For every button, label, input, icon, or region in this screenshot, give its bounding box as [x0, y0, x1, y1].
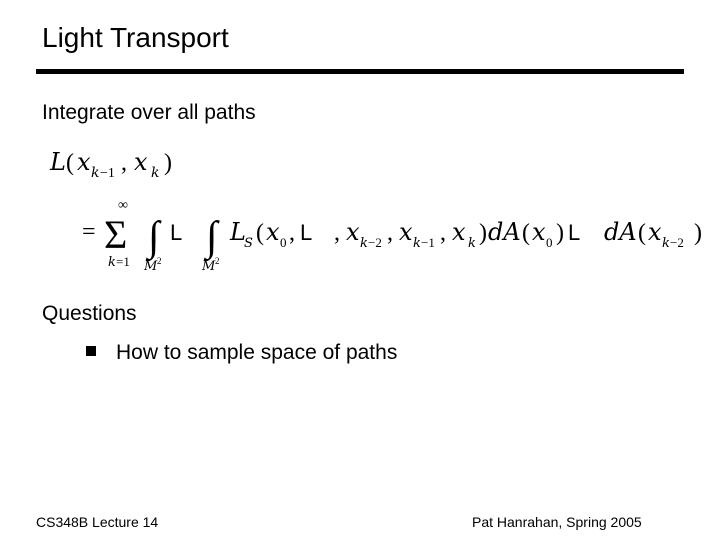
svg-text:0: 0	[546, 235, 553, 250]
svg-text:x: x	[399, 218, 413, 246]
svg-text:k: k	[91, 165, 100, 181]
svg-text:x: x	[77, 148, 91, 176]
questions-heading: Questions	[42, 302, 137, 325]
footer-author: Pat Hanrahan, Spring 2005	[472, 514, 642, 530]
svg-text:x: x	[346, 218, 360, 246]
svg-text:): )	[694, 220, 702, 246]
svg-text:M: M	[202, 259, 216, 274]
svg-text:k: k	[468, 236, 476, 251]
svg-text:2: 2	[157, 256, 162, 266]
svg-text:=: =	[82, 219, 96, 245]
svg-text:dA: dA	[488, 218, 521, 246]
svg-text:,: ,	[121, 150, 127, 176]
svg-text:k: k	[360, 236, 368, 251]
svg-text:−2: −2	[368, 235, 382, 250]
svg-text:x: x	[134, 148, 148, 176]
svg-text:L: L	[50, 148, 66, 176]
svg-text:(: (	[256, 220, 264, 246]
svg-text:L: L	[230, 218, 246, 246]
svg-text:0: 0	[280, 235, 287, 250]
svg-text:−1: −1	[100, 166, 115, 181]
svg-text:M: M	[144, 259, 158, 274]
footer-course: CS348B Lecture 14	[36, 514, 159, 530]
subheading: Integrate over all paths	[42, 101, 256, 124]
svg-text:k: k	[413, 236, 421, 251]
svg-text:,: ,	[289, 220, 295, 246]
svg-text:2: 2	[215, 256, 220, 266]
svg-text:,: ,	[334, 220, 340, 246]
svg-text:k: k	[151, 165, 160, 181]
svg-text:x: x	[452, 218, 466, 246]
bullet-item: How to sample space of paths	[116, 341, 398, 364]
svg-text:): )	[556, 220, 564, 246]
svg-text:): )	[164, 150, 172, 176]
svg-text:Σ: Σ	[104, 212, 128, 257]
svg-text:,: ,	[440, 220, 446, 246]
svg-text:∫: ∫	[148, 214, 160, 260]
svg-text:∞: ∞	[118, 198, 128, 213]
svg-text:S: S	[244, 236, 253, 251]
svg-text:−2: −2	[670, 235, 684, 250]
bullet-marker	[86, 346, 96, 356]
svg-text:−1: −1	[421, 235, 435, 250]
svg-text:(: (	[522, 220, 530, 246]
equation-lhs	[49, 148, 172, 181]
svg-text:k: k	[662, 236, 670, 251]
svg-text:x: x	[648, 218, 662, 246]
svg-text:): )	[479, 220, 487, 246]
svg-text:∫: ∫	[206, 214, 218, 260]
svg-text:L: L	[300, 220, 313, 245]
svg-text:(: (	[638, 220, 646, 246]
slide-title: Light Transport	[42, 22, 229, 53]
svg-text:(: (	[66, 150, 74, 176]
svg-text:dA: dA	[604, 218, 637, 246]
svg-text:L: L	[170, 220, 183, 245]
svg-text:x: x	[266, 218, 280, 246]
svg-text:L: L	[568, 220, 581, 245]
svg-text:x: x	[532, 218, 546, 246]
svg-text:,: ,	[387, 220, 393, 246]
svg-text:k: k	[108, 255, 116, 270]
svg-text:=1: =1	[116, 254, 130, 269]
equation-rhs	[82, 198, 702, 274]
